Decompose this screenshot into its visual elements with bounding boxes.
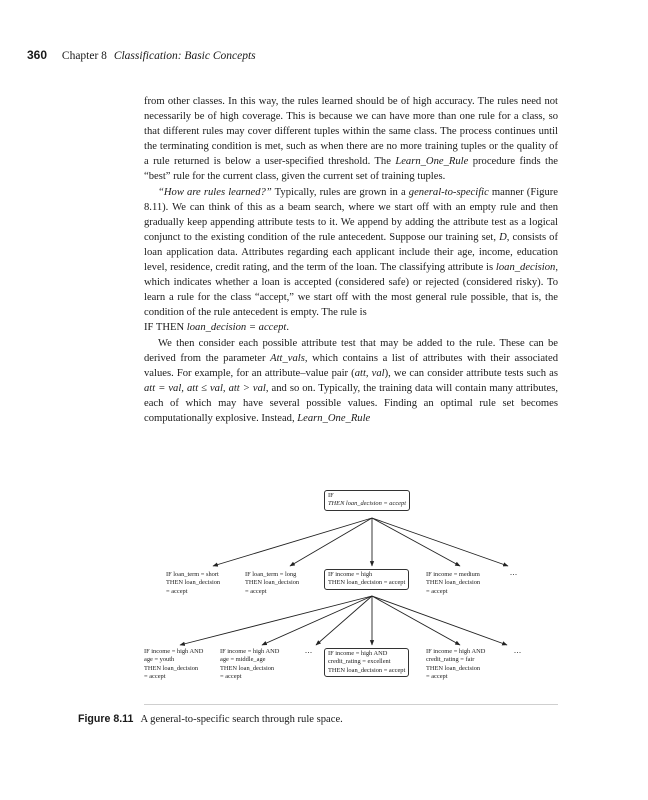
paragraph-2 [144,185,558,321]
text-run: We then consider each possible attribute test that may be added to the rule. These can be derived from the parameter [144,337,558,364]
node-line: age = middle_age [220,656,266,664]
node-line: IF income = high AND [328,650,388,657]
question-text: “How are rules learned?” [158,186,272,198]
attribute-tests: att = val, att ≤ val, att > val [144,382,266,394]
variable-d: D [499,231,507,243]
arrow-root-to-short [213,518,372,566]
body-text [144,94,558,426]
node-line: = accept [426,673,448,681]
page-number: 360 [27,48,48,62]
node-line: IF income = high AND [426,648,486,655]
node-line: = accept [426,587,448,595]
text-run: ), we can consider attribute tests such as [384,367,558,379]
node-line: = accept [144,673,166,681]
text-run: , consists of loan application data. Attributes regarding each applicant include their age, income, education level, residence, credit rating, and the term of the loan. The classifying attribute is [144,231,558,274]
text-run: manner (Figure 8.11). We can think of this as a beam search, where we start off with an empty rule and then gradually keep appending attribute tests to it. We append by adding the attribute test as a logical conjunct to the existing condition of the rule antecedent. Suppose our training set, [144,186,558,243]
node-line: IF income = high AND [220,648,280,655]
ellipsis-level2-b: ... [514,646,522,655]
chapter-title: Classification: Basic Concepts [113,50,256,62]
procedure-name: Learn_One_Rule [297,412,371,424]
text-run: . [286,322,289,334]
attribute-name: loan_decision [495,262,556,274]
arrow-high-to-more-a [316,596,372,645]
node-line: THEN loan_decision [426,579,481,587]
rule-node-high-excellent [324,648,409,677]
emphasis-term: general-to-specific [408,186,489,198]
rule-consequent: loan_decision = accept [186,322,287,334]
running-header [27,48,256,62]
arrow-root-to-more [372,518,508,566]
root-rule-node [324,490,410,511]
figure-label: Figure 8.11 [78,713,134,725]
pair-notation: att, val [354,367,385,379]
node-line: THEN loan_decision [426,664,481,672]
chapter-label: Chapter 8 [61,50,107,62]
node-line: IF loan_term = long [245,571,297,578]
rule-node-income-high [324,569,409,590]
text-run: from other classes. In this way, the rules learned should be of high accuracy. The rules need not necessarily be of high coverage. This is because we can have more than one rule for a class, so that different rules may cover different tuples within the same class. The process continues until the terminating condition is met, such as when there are no more training tuples or the quality of a rule returned is below a user-specified threshold. The [144,96,558,168]
arrow-high-to-fair [372,596,460,645]
node-line: THEN loan_decision = accept [328,579,406,587]
arrow-high-to-more-b [372,596,507,645]
node-line: THEN loan_decision = accept [328,500,406,508]
node-line: THEN loan_decision [166,579,221,587]
caption-text: A general-to-specific search through rule space. [140,714,343,725]
parameter-name: Att_vals [270,352,305,364]
node-line: age = youth [144,656,175,664]
caption-divider [144,704,558,705]
text-run: IF THEN [144,322,187,334]
rule-expression [144,320,558,335]
node-line: credit_rating = fair [426,656,475,664]
rule-node-high-fair [426,648,485,682]
node-line: IF income = high [328,571,373,578]
text-run: , which contains a list of attributes with their associated values. For example, for an attribute–value pair ( [144,352,558,379]
node-line: IF income = high AND [144,648,204,655]
arrow-root-to-long [290,518,372,566]
rule-node-loan-term-long [245,571,299,596]
node-line: THEN loan_decision [144,664,199,672]
rule-node-loan-term-short [166,571,220,596]
node-line: THEN loan_decision = accept [328,666,406,674]
arrow-high-to-youth [180,596,372,645]
node-line: THEN loan_decision [220,664,275,672]
text-run: , which indicates whether a loan is accepted (considered safe) or rejected (considered risky). To learn a rule for the class “accept,” we start off with the most general rule possible, that is, the condition of the rule antecedent is empty. The rule is [144,262,558,319]
rule-node-high-youth [144,648,203,682]
node-line: IF loan_term = short [166,571,219,578]
arrow-high-to-middle [262,596,372,645]
arrow-root-to-medium [372,518,460,566]
node-line: = accept [166,587,188,595]
ellipsis-level2-a: ... [305,646,313,655]
node-line: THEN loan_decision [245,579,300,587]
procedure-name: Learn_One_Rule [395,156,469,168]
node-line: = accept [220,673,242,681]
text-run: Typically, rules are grown in a [271,186,409,198]
node-line: IF [328,492,334,499]
text-run: procedure finds the “best” rule for the current class, given the current set of training tuples. [144,156,558,183]
ellipsis-level1: ... [510,568,518,577]
node-line: credit_rating = excellent [328,658,391,666]
text-run: , and so on. Typically, the training data will contain many attributes, each of which may have several possible values. Finding an optimal rule set becomes computationally explosive. Instead, [144,382,558,424]
node-line: = accept [245,587,267,595]
paragraph-1 [144,94,558,185]
node-line: IF income = medium [426,571,480,578]
figure-caption [78,713,343,725]
rule-node-high-middle-age [220,648,279,682]
paragraph-3 [144,336,558,427]
rule-node-income-medium [426,571,480,596]
